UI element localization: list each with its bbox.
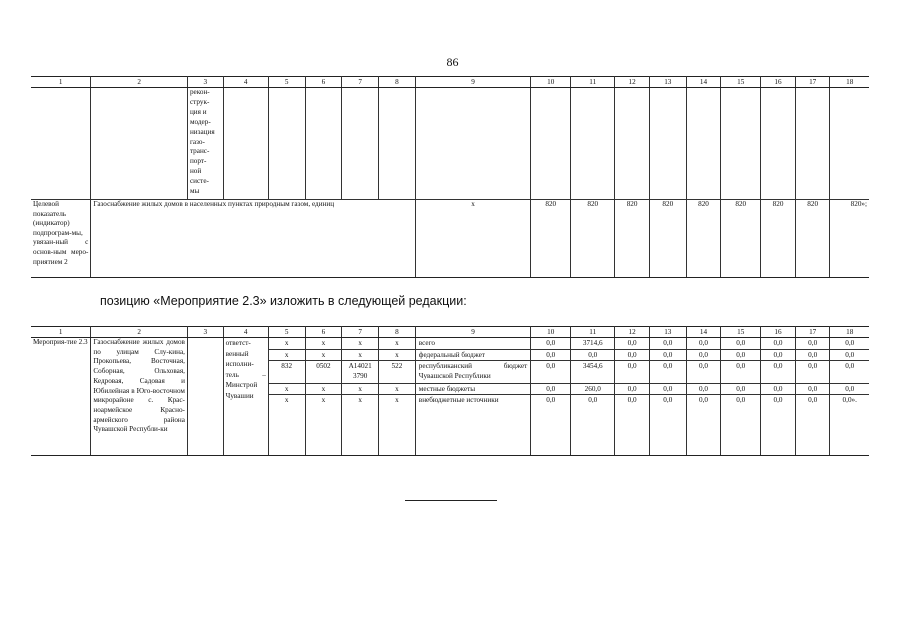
page-number: 86 [446, 55, 459, 69]
grbs-code: x [269, 350, 305, 362]
funding-value: 0,0 [650, 361, 686, 384]
funding-value: 0,0 [650, 384, 686, 396]
measure-label: Мероприя-тие 2.3 [31, 338, 91, 456]
column-number: 12 [615, 327, 650, 338]
funding-value: 0,0 [796, 350, 830, 362]
funding-source: внебюджетные источники [418, 396, 499, 404]
funding-value: 0,0 [531, 338, 570, 350]
funding-value: 0,0 [796, 361, 830, 384]
column-number: 11 [571, 77, 615, 88]
responsible-executor: ответст-венный исполни-тель – Минстрой Чувашии [223, 338, 268, 456]
column-number: 14 [686, 327, 721, 338]
value-column-10 [531, 338, 571, 456]
section-code-column [305, 338, 342, 456]
column-number: 15 [721, 327, 761, 338]
target-item: x [342, 384, 378, 396]
column-number: 16 [761, 77, 796, 88]
expense-type-column [379, 338, 416, 456]
funding-value: 0,0 [808, 396, 818, 404]
indicator-value: 820 [761, 200, 796, 278]
column-number: 7 [342, 77, 379, 88]
indicator-value: 820 [649, 200, 686, 278]
column-number: 18 [830, 77, 869, 88]
column-number: 3 [187, 77, 223, 88]
column-number: 14 [686, 77, 721, 88]
expense-type: x [379, 384, 415, 396]
indicator-source: x [415, 200, 531, 278]
funding-value: 0,0 [796, 338, 830, 350]
section-code: 0502 [306, 361, 342, 384]
column-number: 5 [268, 77, 305, 88]
funding-value: 0,0 [721, 338, 760, 350]
funding-value: 0,0 [830, 350, 869, 362]
funding-value: 0,0 [650, 350, 686, 362]
funding-value: 0,0 [761, 338, 795, 350]
funding-value: 0,0 [531, 350, 570, 362]
measure-col3 [187, 338, 223, 456]
measure-row [31, 338, 869, 456]
indicator-value: 820 [686, 200, 721, 278]
funding-value: 0,0 [736, 396, 746, 404]
measure-2-3-table [31, 326, 869, 456]
column-number: 9 [415, 327, 531, 338]
funding-value: 0,0 [687, 350, 721, 362]
target-item: x [342, 350, 378, 362]
funding-value: 0,0 [531, 384, 570, 396]
column-number: 6 [305, 327, 342, 338]
value-column-18 [830, 338, 869, 456]
indicator-value: 820 [571, 200, 615, 278]
column-number-row [31, 327, 869, 338]
value-column-12 [615, 338, 650, 456]
column-number: 7 [342, 327, 379, 338]
funding-source: республиканский бюджет Чувашской Республики [416, 361, 531, 384]
column-number: 10 [531, 327, 571, 338]
funding-value: 0,0 [830, 361, 869, 384]
funding-value: 0,0 [796, 384, 830, 396]
indicator-value: 820 [795, 200, 830, 278]
indicator-value: 820 [531, 200, 571, 278]
expense-type: x [379, 350, 415, 362]
column-number: 13 [649, 77, 686, 88]
column-number: 8 [379, 327, 416, 338]
funding-value: 3714,6 [571, 338, 614, 350]
funding-value: 0,0 [830, 384, 869, 396]
section-code: x [321, 396, 326, 404]
column-number: 16 [761, 327, 796, 338]
column-number: 4 [223, 77, 268, 88]
indicator-value: 820 [721, 200, 761, 278]
value-column-14 [686, 338, 721, 456]
funding-value: 0,0 [615, 350, 649, 362]
column-number: 1 [31, 327, 91, 338]
funding-value: 0,0 [687, 384, 721, 396]
funding-value: 0,0 [699, 396, 708, 404]
measure-description: Газоснабжение жилых домов по улицам Слу-кина, Прокопьева, Восточная, Соборная, Ольховая, Кедровая, Садовая и Юбилейная в Юго-восточном микрорайоне с. Крас-ноармейское Красно-армейского района Чувашской Республи-ки [91, 338, 188, 456]
grbs-code: x [269, 384, 305, 396]
funding-value: 0,0 [761, 361, 795, 384]
column-number: 2 [91, 77, 188, 88]
funding-value: 0,0 [687, 338, 721, 350]
target-item: A14021 3790 [342, 361, 378, 384]
funding-source: федеральный бюджет [416, 350, 531, 362]
column-number: 5 [268, 327, 305, 338]
amendment-heading: позицию «Мероприятие 2.3» изложить в следующей редакции: [100, 294, 467, 308]
funding-value: 260,0 [571, 384, 614, 396]
funding-value: 0,0 [615, 361, 649, 384]
funding-value: 3454,6 [571, 361, 614, 384]
column-number: 17 [795, 327, 830, 338]
column-number: 17 [795, 77, 830, 88]
indicator-label: Целевой показатель (индикатор) подпрограм-мы, увязан-ный с основ-ным меро-приятием 2 [31, 200, 91, 278]
indicator-row [31, 200, 869, 278]
continuation-row [31, 88, 869, 200]
column-number: 1 [31, 77, 91, 88]
expense-type: x [379, 338, 415, 350]
funding-value: 0,0». [842, 396, 857, 404]
funding-value: 0,0 [588, 396, 598, 404]
indicator-value: 820 [615, 200, 650, 278]
value-column-15 [721, 338, 761, 456]
funding-value: 0,0 [531, 361, 570, 384]
funding-value: 0,0 [761, 350, 795, 362]
funding-value: 0,0 [773, 396, 783, 404]
funding-value: 0,0 [721, 384, 760, 396]
funding-source: всего [416, 338, 531, 350]
funding-value: 0,0 [721, 361, 760, 384]
funding-value: 0,0 [546, 396, 556, 404]
funding-source: местные бюджеты [416, 384, 531, 396]
funding-value: 0,0 [721, 350, 760, 362]
funding-source-column [415, 338, 531, 456]
column-number: 18 [830, 327, 869, 338]
column-number: 3 [187, 327, 223, 338]
grbs-code-column [268, 338, 305, 456]
value-column-17 [795, 338, 830, 456]
program-table-continuation [31, 76, 869, 278]
column-number: 6 [305, 77, 342, 88]
column-number: 11 [571, 327, 615, 338]
funding-value: 0,0 [650, 338, 686, 350]
funding-value: 0,0 [615, 384, 649, 396]
closing-rule [405, 500, 497, 501]
column-number: 4 [223, 327, 268, 338]
column-number: 9 [415, 77, 531, 88]
measure-name-continuation: рекон- струк- ция и модер- низация газо- транс- порт- ной систе- мы [187, 88, 223, 200]
value-column-16 [761, 338, 796, 456]
grbs-code: x [284, 396, 289, 404]
grbs-code: 832 [269, 361, 305, 384]
section-code: x [306, 384, 342, 396]
funding-value: 0,0 [615, 338, 649, 350]
funding-value: 0,0 [687, 361, 721, 384]
funding-value: 0,0 [830, 338, 869, 350]
funding-value: 0,0 [627, 396, 637, 404]
grbs-code: x [269, 338, 305, 350]
value-column-11 [571, 338, 615, 456]
column-number: 15 [721, 77, 761, 88]
column-number: 8 [379, 77, 416, 88]
section-code: x [306, 338, 342, 350]
funding-value: 0,0 [761, 384, 795, 396]
indicator-description: Газоснабжение жилых домов в населенных пунктах природным газом, единиц [91, 200, 415, 278]
section-code: x [306, 350, 342, 362]
target-item: x [342, 338, 378, 350]
column-number: 13 [649, 327, 686, 338]
column-number: 12 [615, 77, 650, 88]
column-number: 10 [531, 77, 571, 88]
indicator-value: 820»; [830, 200, 869, 278]
column-number: 2 [91, 327, 188, 338]
expense-type: x [395, 396, 399, 404]
target-item-column [342, 338, 379, 456]
funding-value: 0,0 [663, 396, 673, 404]
funding-value: 0,0 [571, 350, 614, 362]
target-item: x [358, 396, 362, 404]
value-column-13 [649, 338, 686, 456]
expense-type: 522 [379, 361, 415, 384]
column-number-row [31, 77, 869, 88]
